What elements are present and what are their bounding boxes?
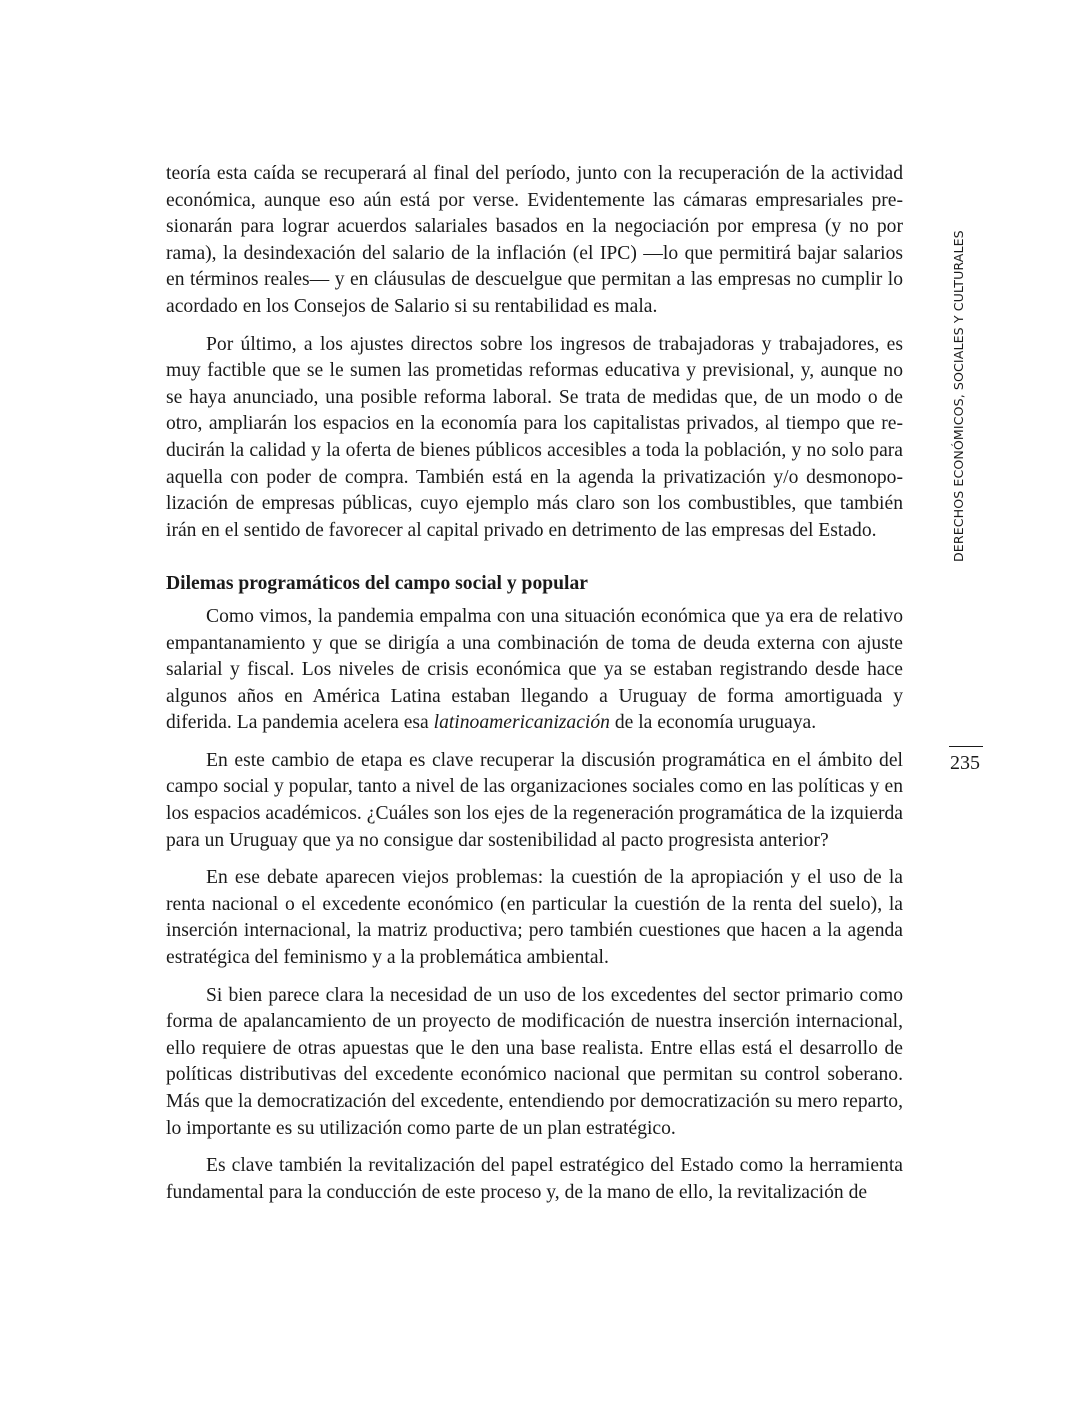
paragraph-pandemic-text-before: Como vimos, la pandemia empalma con una situación económica que ya era de relativo empantanamiento y que se dirigía a una combinación de toma de deuda externa con ajuste salarial y fiscal. Los niveles de crisis económica que ya se estaban registrando desde hace algunos años en América Latina estaban llegando a Uruguay de forma amortiguada y diferida. La pandemia acelera esa [166, 605, 903, 734]
paragraph-pandemic-text-after: de la economía uruguaya. [609, 712, 817, 734]
paragraph-state-role: Es clave también la revitalización del papel estratégico del Estado como la herramienta fundamental para la conducción de este proceso y, de la mano de ello, la revitalización de [166, 1155, 903, 1203]
body-text [166, 161, 903, 1217]
section-heading: Dilemas programáticos del campo social y popular [166, 573, 588, 595]
paragraph-pandemic-emphasis: latinoamericanización [433, 712, 610, 734]
page-number: 235 [950, 752, 980, 774]
paragraph-reforms: Por último, a los ajustes directos sobre los ingresos de trabajadoras y trabajadores, es muy factible que se le sumen las prometidas reformas educativa y previsional, y, aunque no se haya anunciado, una posible reforma laboral. Se trata de medidas que, de un modo o de otro, ampliarán los espacios en la economía para los capitalistas privados, al tiempo que reducirán la calidad y la oferta de bienes públicos accesibles a toda la población, y no solo para aquella con poder de compra. También está en la agenda la privatización y/o desmonopolización de empresas públicas, cuyo ejemplo más claro son los combustibles, que también irán en el sentido de favorecer al capital privado en detrimento de las empresas del Estado. [166, 333, 903, 541]
paragraph-old-problems: En ese debate aparecen viejos problemas: la cuestión de la apropiación y el uso de la renta nacional o el excedente económico (en particular la cuestión de la renta del suelo), la inserción internacional, la matriz productiva; pero también cuestiones que hacen a la agenda estratégica del feminismo y a la problemática ambiental. [166, 867, 903, 969]
page-number-rule [949, 746, 983, 747]
paragraph-surplus: Si bien parece clara la necesidad de un uso de los excedentes del sector primario como forma de apalancamiento de un proyecto de modificación de nuestra inserción internacional, ello requiere de otras apuestas que le den una base realista. Entre ellas está el desarrollo de políticas distributivas del excedente económico nacional que permitan su control soberano. Más que la democratización del excedente, entendiendo por democratización su mero reparto, lo importante es su utilización como parte de un plan estratégico. [166, 984, 903, 1139]
paragraph-pandemic [166, 604, 903, 737]
paragraph-continued: teoría esta caída se recuperará al final del período, junto con la recuperación de la actividad económica, aunque eso aún está por verse. Evidentemente las cámaras empresariales presionarán para lograr acuerdos salariales basados en la negociación por empresa (y no por rama), la desindexación del salario de la inflación (el IPC) —lo que permitirá bajar salarios en términos reales— y en cláusulas de descuelgue que permitan a las empresas no cumplir lo acordado en los Consejos de Salario si su rentabilidad es mala. [166, 163, 903, 317]
paragraph-programmatic-discussion: En este cambio de etapa es clave recuperar la discusión programática en el ámbito del campo social y popular, tanto a nivel de las organizaciones sociales como en las políticas y en los espacios académicos. ¿Cuáles son los ejes de la regeneración programática de la izquierda para un Uruguay que ya no consigue dar sostenibilidad al pacto progresista anterior? [166, 749, 903, 851]
running-header-vertical: DERECHOS ECONÓMICOS, SOCIALES Y CULTURALES [951, 230, 966, 562]
